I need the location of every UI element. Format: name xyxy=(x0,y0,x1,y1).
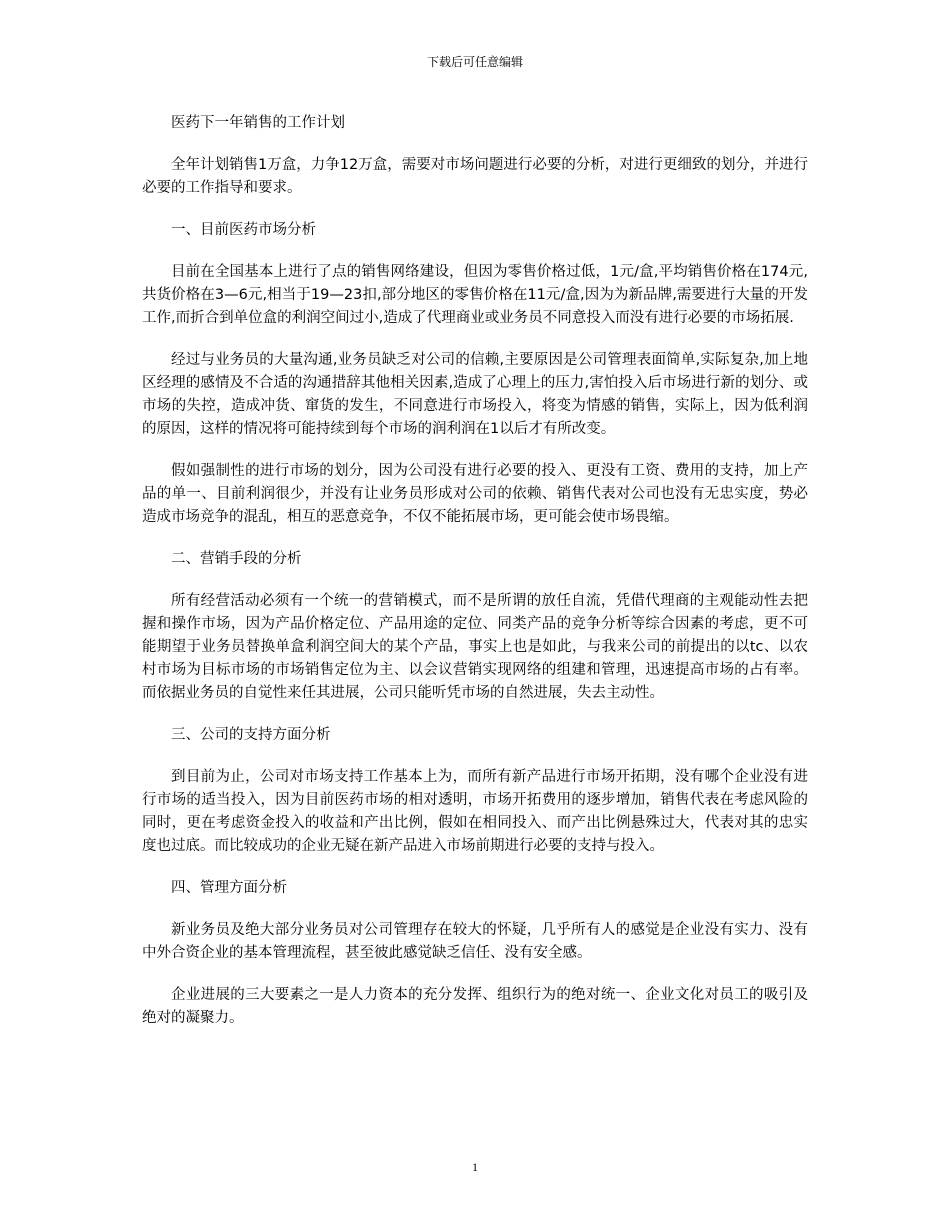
paragraph: 假如强制性的进行市场的划分，因为公司没有进行必要的投入、更没有工资、费用的支持，加上产品的单一、目前利润很少，并没有让业务员形成对公司的依赖、销售代表对公司也没有无忠实度，势必造成市场竞争的混乱，相互的恶意竞争，不仅不能拓展市场，更可能会使市场畏缩。 xyxy=(142,463,808,525)
document-body xyxy=(142,112,808,1049)
paragraph: 目前在全国基本上进行了点的销售网络建设，但因为零售价格过低，1元/盒,平均销售价格在174元,共货价格在3—6元,相当于19—23扣,部分地区的零售价格在11元/盒,因为为新品牌,需要进行大量的开发工作,而折合到单位盒的利润空间过小,造成了代理商业或业务员不同意投入而没有进行必要的市场拓展. xyxy=(142,264,808,326)
section-heading-management: 四、管理方面分析 xyxy=(171,880,287,896)
section-heading-marketing-means: 二、营销手段的分析 xyxy=(171,551,302,567)
paragraph: 所有经营活动必须有一个统一的营销模式，而不是所谓的放任自流，凭借代理商的主观能动性去把握和操作市场，因为产品价格定位、产品用途的定位、同类产品的竞争分析等综合因素的考虑，更不可能期望于业务员替换单盒利润空间大的某个产品，事实上也是如此，与我来公司的前提出的以tc、以农村市场为目标市场的市场销售定位为主、以会议营销实现网络的组建和管理，迅速提高市场的占有率。而依据业务员的自觉性来任其进展，公司只能听凭市场的自然进展，失去主动性。 xyxy=(142,593,808,701)
paragraph: 经过与业务员的大量沟通,业务员缺乏对公司的信赖,主要原因是公司管理表面简单,实际复杂,加上地区经理的感情及不合适的沟通措辞其他相关因素,造成了心理上的压力,害怕投入后市场进行新的划分、或市场的失控，造成冲货、窜货的发生，不同意进行市场投入，将变为情感的销售，实际上，因为低利润的原因，这样的情况将可能持续到每个市场的润利润在1以后才有所改变。 xyxy=(142,352,808,437)
page-number: 1 xyxy=(472,1160,478,1174)
paragraph: 到目前为止，公司对市场支持工作基本上为，而所有新产品进行市场开拓期，没有哪个企业没有进行市场的适当投入，因为目前医药市场的相对透明，市场开拓费用的逐步增加，销售代表在考虑风险的同时，更在考虑资金投入的收益和产出比例，假如在相同投入、而产出比例悬殊过大，代表对其的忠实度也过底。而比较成功的企业无疑在新产品进入市场前期进行必要的支持与投入。 xyxy=(142,769,808,854)
section-heading-company-support: 三、公司的支持方面分析 xyxy=(171,727,331,743)
intro-paragraph: 全年计划销售1万盒，力争12万盒，需要对市场问题进行必要的分析，对进行更细致的划分，并进行必要的工作指导和要求。 xyxy=(142,157,808,196)
paragraph: 企业进展的三大要素之一是人力资本的充分发挥、组织行为的绝对统一、企业文化对员工的吸引及绝对的凝聚力。 xyxy=(142,987,808,1026)
section-heading-market-analysis: 一、目前医药市场分析 xyxy=(171,222,316,238)
paragraph: 新业务员及绝大部分业务员对公司管理存在较大的怀疑，几乎所有人的感觉是企业没有实力、没有中外合资企业的基本管理流程，甚至彼此感觉缺乏信任、没有安全感。 xyxy=(142,922,808,961)
document-title: 医药下一年销售的工作计划 xyxy=(171,115,345,131)
page-header: 下载后可任意编辑 xyxy=(426,55,523,69)
